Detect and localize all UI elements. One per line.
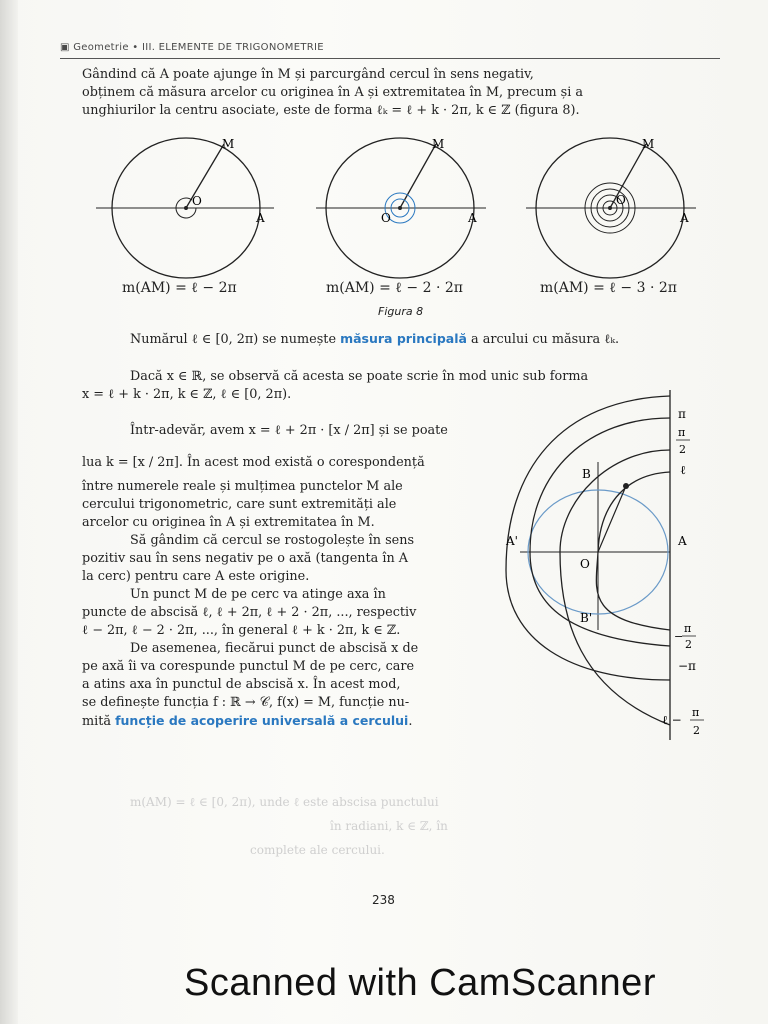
paragraph-1	[82, 66, 722, 120]
label-b-prime: B'	[580, 611, 593, 625]
camscanner-watermark: Scanned with CamScanner	[184, 962, 656, 1004]
axis-label-ell-pi-half-num: π	[692, 706, 700, 719]
figure-8-caption-2: m(AM) = ℓ − 2 · 2π	[326, 280, 463, 296]
text-line: pozitiv sau în sens negativ pe o axă (tangenta în A	[82, 551, 409, 566]
axis-label-neg-pi: −π	[678, 659, 696, 673]
axis-label-ell-pi-half-den: 2	[693, 724, 700, 737]
figure-8-caption-1: m(AM) = ℓ − 2π	[122, 280, 237, 296]
axis-label-pi-half-num: π	[678, 426, 686, 439]
paragraph-2	[130, 330, 730, 349]
text-line: Să gândim că cercul se rostogolește în sens	[130, 533, 415, 548]
axis-label-ell-minus: ℓ −	[662, 713, 682, 727]
label-a: A	[678, 534, 687, 548]
term-universal-covering: funcție de acoperire universală a cercului	[115, 713, 409, 728]
text-line: se definește funcția f : ℝ → 𝒞, f(x) = M, funcție nu-	[82, 695, 410, 710]
label-o: O	[580, 557, 590, 571]
faint-line: complete ale cercului.	[250, 843, 385, 857]
text-line: puncte de abscisă ℓ, ℓ + 2π, ℓ + 2 · 2π, ..., respectiv	[82, 605, 417, 620]
paragraph-1-line: obținem că măsura arcelor cu originea în A și extremitatea în M, precum și a	[82, 85, 584, 100]
text-line	[82, 712, 492, 731]
axis-label-pi: π	[678, 407, 686, 421]
axis-label-minus: −	[674, 630, 684, 643]
label-m: M	[432, 137, 445, 151]
axis-label-neg-pi-half-num: π	[684, 622, 692, 635]
text-line: între numerele reale și mulțimea punctelor M ale	[82, 479, 403, 494]
text-line: Un punct M de pe cerc va atinge axa în	[130, 587, 386, 602]
point-m	[623, 483, 629, 489]
text-line: cercului trigonometric, care sunt extremități ale	[82, 497, 397, 512]
page-edge-shadow	[0, 0, 18, 1024]
text-line: pe axă îi va corespunde punctul M de pe cerc, care	[82, 659, 415, 674]
text-line: a atins axa în punctul de abscisă x. În acest mod,	[82, 677, 401, 692]
figure-9	[500, 390, 740, 750]
label-a: A	[680, 211, 689, 225]
label-m: M	[642, 137, 655, 151]
radius-om	[598, 486, 626, 552]
label-o: O	[192, 194, 202, 208]
label-b: B	[582, 467, 591, 481]
paragraph-1-line: Gândind că A poate ajunge în M și parcurgând cercul în sens negativ,	[82, 67, 534, 82]
text-line: De asemenea, fiecărui punct de abscisă x de	[130, 641, 419, 656]
axis-label-ell: ℓ	[680, 463, 686, 477]
bleed-through-text	[90, 790, 730, 862]
last-line-before: mită	[82, 714, 116, 729]
paragraph-1-line: unghiurilor la centru asociate, este de forma ℓₖ = ℓ + k · 2π, k ∈ ℤ (figura 8).	[82, 103, 580, 118]
label-a-prime: A'	[506, 534, 518, 548]
label-a: A	[468, 211, 477, 225]
left-column-text	[82, 422, 492, 731]
text-line: la cerc) pentru care A este origine.	[82, 569, 310, 584]
figure-8-label: Figura 8	[378, 305, 424, 318]
label-m: M	[222, 137, 235, 151]
paragraph-3-line: Dacă x ∈ ℝ, se observă că acesta se poate scrie în mod unic sub forma	[130, 369, 589, 384]
paragraph-2-after: a arcului cu măsura ℓₖ.	[466, 332, 620, 347]
figure-8	[96, 130, 716, 305]
figure-8-circle-1	[96, 137, 274, 278]
label-o: O	[381, 211, 391, 225]
figure-8-circle-3	[526, 137, 696, 278]
text-line: arcelor cu originea în A și extremitatea în M.	[82, 515, 375, 530]
figure-8-caption-3: m(AM) = ℓ − 3 · 2π	[540, 280, 677, 296]
running-header: ▣ Geometrie • III. ELEMENTE DE TRIGONOMETRIE	[60, 42, 324, 53]
header-rule	[60, 58, 720, 59]
axis-label-pi-half-den: 2	[679, 443, 686, 456]
label-o: O	[616, 193, 626, 207]
paragraph-2-before: Numărul ℓ ∈ [0, 2π) se numește	[130, 332, 341, 347]
text-line: ℓ − 2π, ℓ − 2 · 2π, ..., în general ℓ + k · 2π, k ∈ ℤ.	[82, 623, 401, 638]
text-line: Într-adevăr, avem x = ℓ + 2π · [x / 2π] și se poate	[130, 423, 448, 438]
term-principal-measure: măsura principală	[340, 331, 467, 346]
faint-line: m(AM) = ℓ ∈ [0, 2π), unde ℓ este abscisa punctului	[130, 795, 439, 809]
faint-line: în radiani, k ∈ ℤ, în	[330, 819, 448, 833]
text-line: lua k = [x / 2π]. În acest mod există o corespondență	[82, 455, 425, 470]
axis-label-neg-pi-half-den: 2	[685, 638, 692, 651]
last-line-after: .	[408, 714, 413, 729]
label-a: A	[256, 211, 265, 225]
page-number: 238	[372, 893, 395, 907]
figure-8-circle-2	[316, 137, 486, 278]
paragraph-3-line: x = ℓ + k · 2π, k ∈ ℤ, ℓ ∈ [0, 2π).	[82, 387, 292, 402]
